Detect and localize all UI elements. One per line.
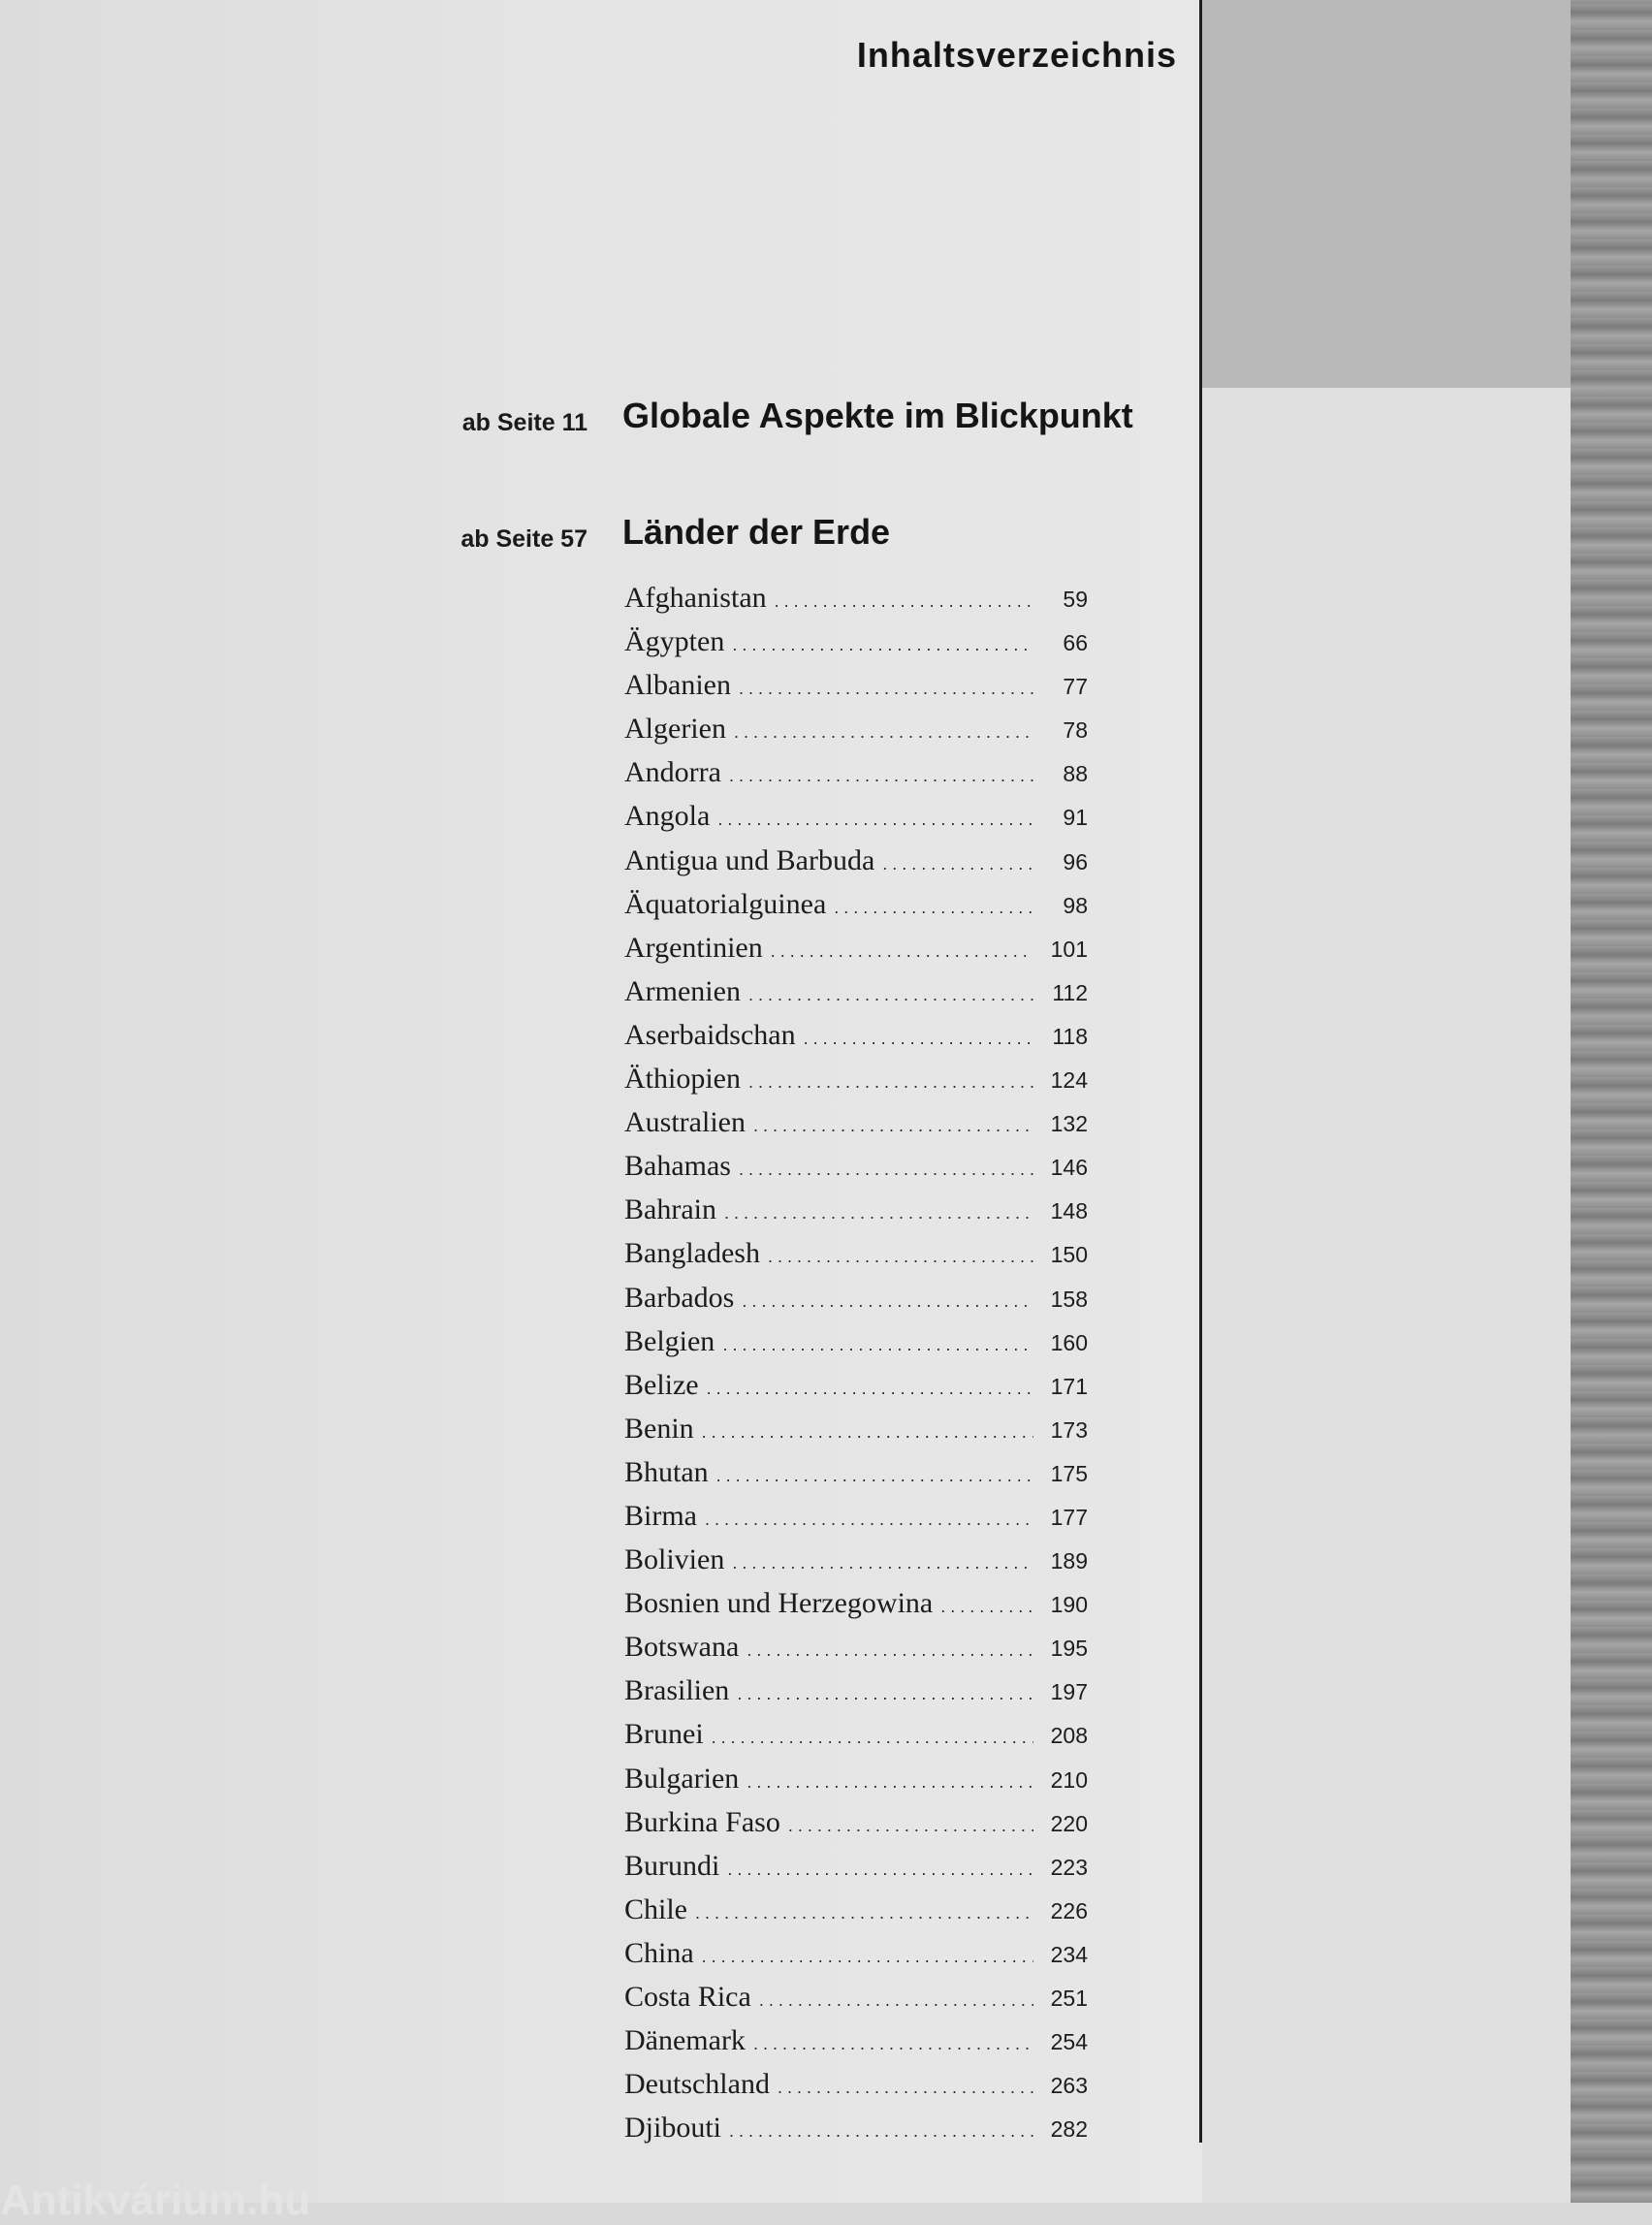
toc-entry-name: Brunei (624, 1718, 704, 1751)
dot-leader (747, 1772, 1033, 1793)
toc-entry (624, 582, 1088, 625)
page-title: Inhaltsverzeichnis (856, 35, 1177, 75)
dot-leader (834, 898, 1033, 918)
toc-entry-name: Australien (624, 1106, 746, 1139)
toc-entry-page: 112 (1052, 979, 1088, 1005)
dot-leader (702, 1422, 1033, 1443)
dot-leader (707, 1379, 1033, 1399)
toc-entry (624, 1718, 1088, 1762)
toc-entry-page: 208 (1050, 1723, 1088, 1749)
dot-leader (759, 1990, 1033, 2011)
toc-entry (624, 1019, 1088, 1063)
toc-entry-page: 263 (1050, 2073, 1088, 2099)
toc-list (624, 582, 1088, 2155)
section-title: Länder der Erde (622, 512, 891, 552)
toc-entry (624, 1063, 1088, 1106)
toc-entry-page: 59 (1063, 587, 1088, 612)
dot-leader (722, 1335, 1033, 1355)
toc-entry-name: Angola (624, 800, 711, 833)
toc-entry-name: Costa Rica (624, 1981, 751, 2013)
toc-entry-name: China (624, 1936, 694, 1969)
toc-entry (624, 756, 1088, 800)
toc-entry (624, 2024, 1088, 2068)
toc-entry-page: 158 (1050, 1286, 1088, 1312)
toc-entry-page: 190 (1050, 1592, 1088, 1618)
dot-leader (695, 1903, 1033, 1923)
toc-entry (624, 844, 1088, 888)
toc-entry (624, 713, 1088, 756)
dot-leader (739, 679, 1033, 699)
toc-entry-name: Birma (624, 1499, 697, 1532)
toc-entry (624, 1282, 1088, 1325)
toc-entry-name: Deutschland (624, 2068, 770, 2101)
toc-entry-name: Botswana (624, 1631, 740, 1664)
toc-entry-page: 223 (1050, 1854, 1088, 1880)
toc-entry-name: Afghanistan (624, 582, 767, 614)
toc-entry-name: Armenien (624, 974, 741, 1007)
toc-entry-page: 101 (1050, 936, 1088, 962)
toc-entry-name: Dänemark (624, 2024, 746, 2057)
toc-entry (624, 1413, 1088, 1456)
dot-leader (768, 1247, 1033, 1267)
section-title: Globale Aspekte im Blickpunkt (622, 396, 1133, 435)
toc-entry (624, 800, 1088, 843)
toc-entry-page: 177 (1050, 1504, 1088, 1530)
toc-entry-page: 210 (1050, 1766, 1088, 1793)
dot-leader (778, 2078, 1033, 2098)
dot-leader (717, 810, 1033, 830)
toc-entry (624, 1893, 1088, 1937)
toc-entry-name: Antigua und Barbuda (624, 843, 875, 876)
dot-leader (882, 854, 1033, 874)
toc-entry-page: 195 (1050, 1636, 1088, 1662)
chapter-tab (1202, 0, 1571, 388)
toc-entry-page: 234 (1050, 1941, 1088, 1967)
dot-leader (742, 1291, 1033, 1312)
dot-leader (732, 635, 1033, 655)
toc-entry (624, 1325, 1088, 1369)
toc-entry-name: Barbados (624, 1281, 735, 1314)
toc-entry-page: 226 (1050, 1897, 1088, 1923)
toc-entry-page: 282 (1050, 2116, 1088, 2143)
toc-entry (624, 1850, 1088, 1893)
dot-leader (753, 1116, 1033, 1136)
dot-leader (771, 941, 1033, 962)
background-surface (1571, 0, 1652, 2203)
toc-entry-name: Andorra (624, 756, 721, 789)
watermark: Antikvárium.hu (0, 2177, 311, 2224)
dot-leader (775, 591, 1033, 612)
section-page-label: ab Seite 11 (461, 409, 588, 436)
toc-entry-page: 132 (1050, 1111, 1088, 1137)
toc-entry-name: Benin (624, 1412, 694, 1445)
dot-leader (748, 985, 1033, 1005)
toc-entry (624, 975, 1088, 1019)
toc-entry-page: 98 (1063, 892, 1088, 918)
toc-entry-page: 175 (1050, 1460, 1088, 1486)
dot-leader (737, 1684, 1033, 1704)
dot-leader (727, 1859, 1033, 1880)
toc-entry-name: Albanien (624, 669, 731, 702)
toc-entry-page: 88 (1063, 761, 1088, 787)
dot-leader (940, 1597, 1033, 1617)
dot-leader (747, 1640, 1033, 1661)
toc-entry-page: 78 (1063, 717, 1088, 744)
toc-entry-name: Burkina Faso (624, 1805, 780, 1838)
toc-entry (624, 1981, 1088, 2024)
toc-entry-page: 150 (1050, 1242, 1088, 1268)
dot-leader (804, 1029, 1033, 1049)
dot-leader (729, 766, 1033, 786)
toc-entry-name: Burundi (624, 1849, 720, 1882)
toc-entry-page: 146 (1050, 1155, 1088, 1181)
toc-entry (624, 1456, 1088, 1500)
dot-leader (702, 1947, 1033, 1967)
toc-entry-page: 251 (1050, 1986, 1088, 2011)
toc-entry-page: 148 (1050, 1198, 1088, 1224)
toc-entry (624, 1543, 1088, 1587)
toc-entry (624, 932, 1088, 975)
toc-entry-page: 171 (1050, 1373, 1088, 1399)
toc-entry-name: Djibouti (624, 2112, 722, 2145)
toc-entry (624, 1150, 1088, 1193)
toc-entry-page: 91 (1063, 805, 1088, 831)
toc-entry (624, 1631, 1088, 1674)
dot-leader (739, 1160, 1033, 1180)
toc-entry (624, 1674, 1088, 1718)
toc-entry (624, 888, 1088, 932)
toc-entry-page: 173 (1050, 1416, 1088, 1443)
toc-entry-page: 197 (1050, 1679, 1088, 1705)
toc-entry (624, 1193, 1088, 1237)
toc-entry-name: Äquatorialguinea (624, 887, 827, 920)
toc-entry-name: Belgien (624, 1324, 715, 1357)
toc-entry-name: Bangladesh (624, 1237, 760, 1270)
toc-entry-name: Ägypten (624, 625, 725, 658)
dot-leader (734, 722, 1033, 743)
toc-entry (624, 1369, 1088, 1413)
toc-entry-page: 220 (1050, 1810, 1088, 1836)
dot-leader (788, 1816, 1033, 1836)
toc-entry (624, 1806, 1088, 1850)
toc-entry-name: Aserbaidschan (624, 1018, 796, 1051)
dot-leader (732, 1553, 1033, 1573)
toc-entry-name: Belize (624, 1368, 699, 1401)
toc-entry-name: Bosnien und Herzegowina (624, 1587, 934, 1620)
section-page-label: ab Seite 57 (461, 525, 588, 553)
dot-leader (712, 1728, 1033, 1748)
toc-entry-name: Bolivien (624, 1543, 725, 1576)
toc-entry-page: 254 (1050, 2029, 1088, 2055)
toc-entry-name: Argentinien (624, 931, 763, 964)
toc-entry-name: Bahrain (624, 1193, 716, 1226)
toc-entry-name: Bhutan (624, 1455, 709, 1488)
toc-entry (624, 1587, 1088, 1631)
toc-entry (624, 2112, 1088, 2155)
toc-entry (624, 1237, 1088, 1281)
dot-leader (724, 1203, 1033, 1224)
toc-entry (624, 669, 1088, 713)
toc-entry-page: 96 (1063, 848, 1088, 874)
toc-entry (624, 625, 1088, 669)
toc-entry-page: 189 (1050, 1548, 1088, 1574)
dot-leader (748, 1072, 1033, 1093)
dot-leader (705, 1510, 1033, 1530)
toc-entry-name: Bahamas (624, 1150, 731, 1183)
toc-entry (624, 2068, 1088, 2112)
toc-entry (624, 1763, 1088, 1806)
toc-entry-page: 77 (1063, 674, 1088, 700)
toc-entry-name: Algerien (624, 713, 726, 746)
dot-leader (753, 2034, 1033, 2054)
toc-entry (624, 1937, 1088, 1981)
toc-entry-name: Brasilien (624, 1674, 730, 1707)
toc-entry-name: Chile (624, 1892, 687, 1925)
dot-leader (716, 1466, 1033, 1486)
toc-entry-page: 160 (1050, 1329, 1088, 1355)
toc-entry-name: Äthiopien (624, 1063, 741, 1096)
vertical-rule (1199, 0, 1202, 2143)
toc-entry-page: 118 (1052, 1023, 1088, 1049)
toc-entry-name: Bulgarien (624, 1762, 740, 1795)
dot-leader (729, 2121, 1033, 2142)
toc-entry (624, 1500, 1088, 1543)
toc-entry-page: 124 (1050, 1067, 1088, 1094)
toc-entry (624, 1106, 1088, 1150)
toc-entry-page: 66 (1063, 630, 1088, 656)
